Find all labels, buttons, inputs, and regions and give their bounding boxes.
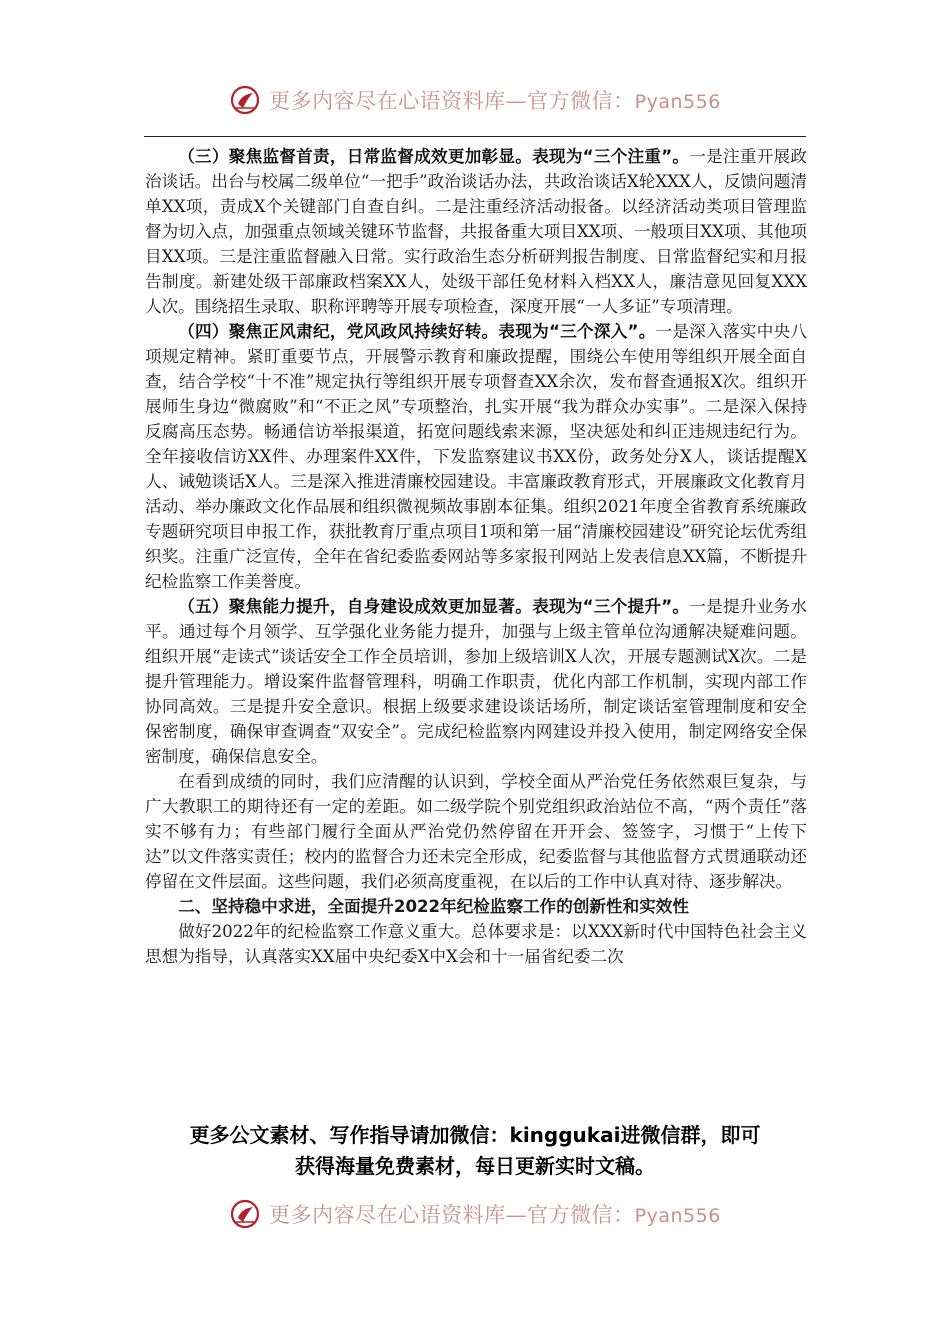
paragraph-supervision-heading: （三）聚焦监督首责，日常监督成效更加彰显。表现为“三个注重”。 [178,147,690,166]
book-logo-icon [229,1198,261,1230]
promo-line-1: 更多公文素材、写作指导请加微信：kinggukai进微信群，即可 [189,1123,761,1147]
paragraph-discipline-text: 一是深入落实中央八项规定精神。紧盯重要节点，开展警示教育和廉政提醒，围绕公车使用等组织开展全面自查，结合学校“十不准”规定执行等组织开展专项督查XX余次，发布督查通报X次。组织开展师生身边“微腐败”和“不正之风”专项整治，扎实开展“我为群众办实事”。二是深入保持反腐高压态势。畅通信访举报渠道，拓宽问题线索来源，坚决惩处和纠正违规违纪行为。全年接收信访XX件、办理案件XX件，下发监察建议书XX份，政务处分X人，谈话提醒X人、诫勉谈话X人。三是深入推进清廉校园建设。丰富廉政教育形式，开展廉政文化教育月活动、举办廉政文化作品展和组织微视频故事剧本征集。组织2021年度全省教育系统廉政专题研究项目申报工作，获批教育厅重点项目1项和第一届“清廉校园建设”研究论坛优秀组织奖。注重广泛宣传，全年在省纪委监委网站等多家报刊网站上发表信息XX篇，不断提升纪检监察工作美誉度。 [145,322,808,591]
promo-line-2: 获得海量免费素材，每日更新实时文稿。 [295,1154,655,1178]
paragraph-discipline-heading: （四）聚焦正风肃纪，党风政风持续好转。表现为“三个深入”。 [178,322,656,341]
paragraph-discipline [145,319,807,594]
section-heading-two: 二、坚持稳中求进，全面提升2022年纪检监察工作的创新性和实效性 [178,897,689,916]
paragraph-capability-heading: （五）聚焦能力提升，自身建设成效更加显著。表现为“三个提升”。 [178,597,690,616]
paragraph-supervision-text: 一是注重开展政治谈话。出台与校属二级单位“一把手”政治谈话办法，共政治谈话X轮XXX人，反馈问题清单XX项，责成X个关键部门自查自纠。二是注重经济活动报备。以经济活动类项目管理监督为切入点，加强重点领域关键环节监督，共报备重大项目XX项、一般项目XX项、其他项目XX项。三是注重监督融入日常。实行政治生态分析研判报告制度、日常监督纪实和月报告制度。新建处级干部廉政档案XX人，处级干部任免材料入档XX人，廉洁意见回复XXX人次。围绕招生录取、职称评聘等开展专项检查，深度开展“一人多证”专项清理。 [145,147,807,316]
footer-banner-id: Pyan556 [634,1205,721,1227]
header-watermark-banner [0,78,950,122]
header-banner-text: 更多内容尽在心语资料库—官方微信：Pyan556 [269,89,721,113]
promo-notice [150,1120,800,1182]
paragraph-shortcomings: 在看到成绩的同时，我们应清醒的认识到，学校全面从严治党任务依然艰巨复杂，与广大教职工的期待还有一定的差距。如二级学院个别党组织政治站位不高，“两个责任”落实不够有力；有些部门履行全面从严治党仍然停留在开开会、签签字，习惯于“上传下达”以文件落实责任；校内的监督合力还未完全形成，纪委监督与其他监督方式贯通联动还停留在文件层面。这些问题，我们必须高度重视，在以后的工作中认真对待、逐步解决。 [145,772,807,891]
paragraph-capability-text: 一是提升业务水平。通过每个月领学、互学强化业务能力提升，加强与上级主管单位沟通解决疑难问题。组织开展“走读式”谈话安全工作全员培训，参加上级培训X人次，开展专题测试X次。二是提升管理能力。增设案件监督管理科，明确工作职责，优化内部工作机制，实现内部工作协同高效。三是提升安全意识。根据上级要求建设谈话场所，制定谈话室管理制度和安全保密制度，确保审查调查“双安全”。完成纪检监察内网建设并投入使用，制定网络安全保密制度，确保信息安全。 [145,597,807,766]
document-body [145,144,807,969]
paragraph-supervision [145,144,807,319]
header-divider [144,136,806,137]
footer-banner-text: 更多内容尽在心语资料库—官方微信：Pyan556 [269,1203,721,1227]
footer-watermark-banner [0,1192,950,1236]
book-logo-icon [229,84,261,116]
paragraph-2022-requirements: 做好2022年的纪检监察工作意义重大。总体要求是：以XXX新时代中国特色社会主义思想为指导，认真落实XX届中央纪委X中X会和十一届省纪委二次 [145,922,807,966]
paragraph-capability [145,594,807,769]
header-banner-id: Pyan556 [634,91,721,113]
